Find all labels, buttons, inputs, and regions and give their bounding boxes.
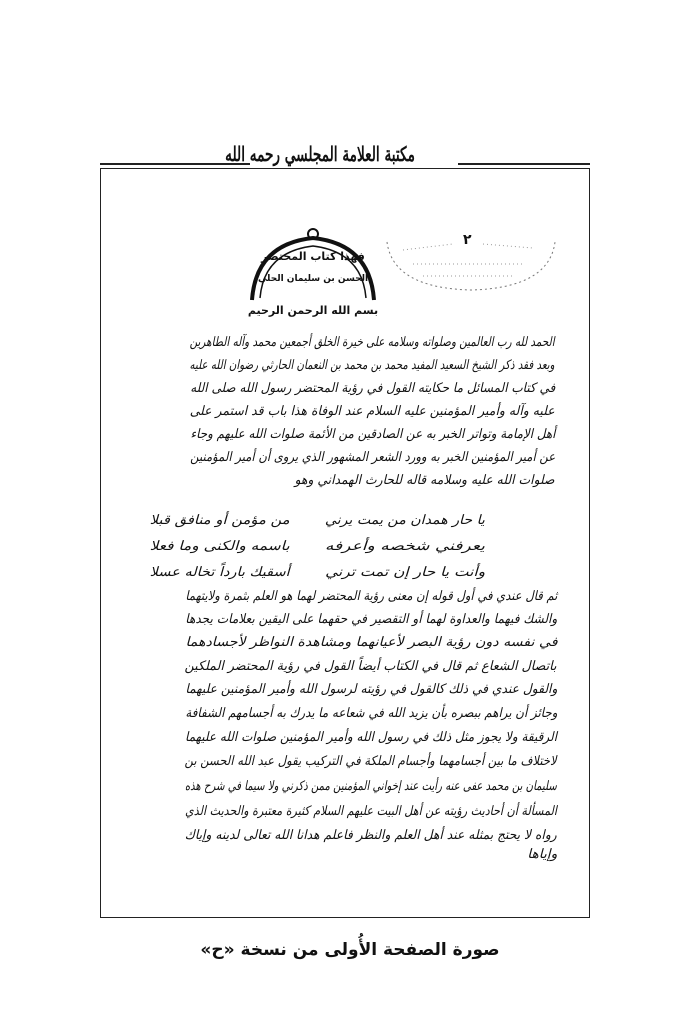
manuscript-line — [155, 729, 557, 747]
faded-stamp — [383, 230, 559, 294]
poem-hemistich-right — [325, 512, 485, 530]
seal-line: بسم الله الرحمن الرحيم — [247, 304, 379, 317]
poem-hemistich-left — [150, 538, 290, 556]
manuscript-line — [123, 803, 557, 821]
manuscript-line-text: يا حار همدان من يمت يرني — [325, 513, 485, 528]
manuscript-line-text: المسألة أن أحاديث رؤيته عن أهل البيت عليهم السلام كثيرة معتبرة والحديث الذي — [185, 804, 557, 819]
manuscript-line-text: الحمد لله رب العالمين وصلواته وسلامه على خيرة الخلق أجمعين محمد وآله الطاهرين — [190, 335, 555, 350]
manuscript-line-text: في كتاب المسائل ما حكايته القول في رؤية المحتضر رسول الله صلى الله — [190, 381, 555, 396]
manuscript-line-text: باسمه والكنى وما فعلا — [150, 539, 290, 554]
manuscript-line-text: وبعد فقد ذكر الشيخ السعيد المفيد محمد بن محمد بن النعمان الحارثي رضوان الله عليه — [190, 358, 555, 373]
manuscript-line-text: صلوات الله عليه وسلامه قاله للحارث الهمداني وهو — [295, 473, 555, 488]
manuscript-line — [146, 449, 555, 467]
manuscript-line — [78, 778, 557, 796]
manuscript-line-text: يعرفني شخصه وأعرفه — [325, 539, 485, 554]
manuscript-line — [148, 705, 557, 723]
manuscript-line-text: رواه لا يحتج بمثله عند أهل العلم والنظر فاعلم هدانا الله تعالى لدينه وإياك — [185, 828, 557, 843]
seal-line: فهذا كتاب المحتضر — [261, 250, 365, 263]
manuscript-line-text: ثم قال عندي في أول قوله إن معنى رؤية المحتضر لهما هو العلم بثمرة ولايتهما — [185, 589, 557, 604]
manuscript-line — [175, 658, 557, 676]
manuscript-line-text: باتصال الشعاع ثم قال في الكتاب أيضاً القول في رؤية المحتضر الملكين — [185, 659, 557, 674]
poem-hemistich-right — [325, 538, 485, 556]
manuscript-line — [139, 588, 557, 606]
manuscript-line — [97, 334, 555, 352]
manuscript-line-text: وجائز أن يراهم ببصره بأن يزيد الله في شعاعه ما يدرك به أجسامهم الشفافة — [185, 706, 557, 721]
manuscript-line-text: سليمان بن محمد عفى عنه رأيت عند إخواني المؤمنين ممن ذكرني ولا سيما في شرح هذه — [185, 779, 557, 794]
manuscript-line-text: لاختلاف ما بين أجسامهما وأجسام الملكة في التركيب يقول عبد الله الحسن بن — [185, 754, 557, 769]
manuscript-line — [164, 827, 557, 845]
manuscript-line-text: الرقيقة ولا يجوز مثل ذلك في رسول الله وأمير المؤمنين صلوات الله عليهما — [185, 730, 557, 745]
poem-hemistich-right — [325, 564, 485, 582]
manuscript-line — [163, 681, 557, 699]
manuscript-line — [158, 611, 557, 629]
seal-line: الحسن بن سليمان الحلي — [257, 274, 369, 284]
library-title: مكتبة العلامة المجلسي رحمه الله — [225, 142, 415, 166]
manuscript-line — [160, 380, 555, 398]
poem-hemistich-left — [150, 564, 290, 582]
manuscript-line-text: أسقيك بارداً تخاله عسلا — [150, 565, 290, 580]
manuscript-line-text: والشك فيهما والعداوة لهما أو التقصير في حقهما على اليقين بعلامات يجدها — [185, 612, 557, 627]
stamp-number: ٢ — [463, 232, 472, 248]
manuscript-line-text: عليه وآله وأمير المؤمنين عليه السلام عند الوفاة هذا باب قد استمر على — [190, 404, 555, 419]
manuscript-line — [281, 472, 555, 490]
manuscript-line-text: وإياها — [527, 847, 557, 862]
manuscript-line-text: والقول عندي في ذلك كالقول في رؤيته لرسول الله وأمير المؤمنين عليهما — [185, 682, 557, 697]
poem-hemistich-left — [150, 512, 290, 530]
header-rule-right — [458, 163, 590, 165]
manuscript-line-text: وأنت يا حار إن تمت ترني — [325, 565, 485, 580]
manuscript-line — [185, 634, 557, 652]
manuscript-line — [90, 357, 555, 375]
manuscript-line — [529, 846, 557, 864]
manuscript-line — [173, 403, 555, 421]
manuscript-line-text: أهل الإمامة وتواتر الخبر به عن الصادقين من الأئمة صلوات الله عليهم وجاء — [190, 427, 555, 442]
manuscript-line — [138, 753, 557, 771]
manuscript-line-text: عن أمير المؤمنين الخبر به وورد الشعر المشهور الذي يروى أن أمير المؤمنين — [190, 450, 555, 465]
title-seal — [246, 226, 380, 322]
manuscript-line — [157, 426, 556, 444]
manuscript-line-text: من مؤمن أو منافق قبلا — [150, 513, 290, 528]
manuscript-line-text: في نفسه دون رؤية البصر لأعيانهما ومشاهدة النواظر لأجسادهما — [185, 635, 557, 650]
figure-caption: صورة الصفحة الأُولى من نسخة «ح» — [200, 940, 500, 960]
